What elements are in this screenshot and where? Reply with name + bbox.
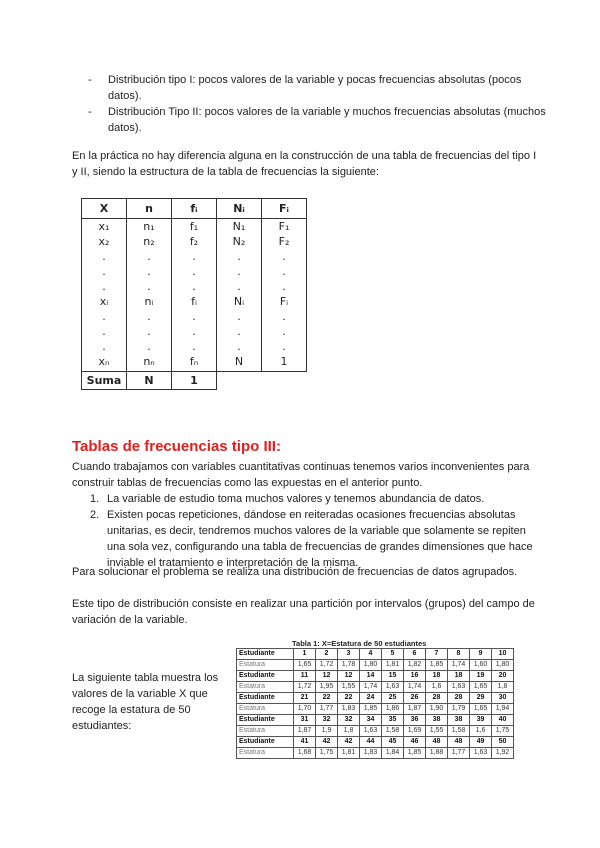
student-id-cell: 49 [470,737,492,748]
height-cell: 1,65 [294,660,316,671]
student-id-cell: 44 [360,737,382,748]
row-label: Estatura [237,748,294,759]
table-row [82,279,307,294]
table-row [82,339,307,354]
height-cell: 1,63 [382,682,404,693]
student-id-cell: 10 [492,649,514,660]
height-cell: 1,58 [382,726,404,737]
height-cell: 1,84 [382,748,404,759]
student-id-row [237,649,514,660]
list-item [90,491,540,507]
table-cell: fᵢ [172,294,217,309]
table-cell: . [262,324,307,339]
student-id-cell: 8 [448,649,470,660]
height-cell: 1,55 [426,726,448,737]
student-id-row [237,693,514,704]
student-id-cell: 22 [316,693,338,704]
student-id-cell: 3 [338,649,360,660]
student-id-cell: 31 [294,715,316,726]
paragraph: En la práctica no hay diferencia alguna en la construcción de una tabla de frecuencias del tipo I y II, siendo la estructura de la tabla de frecuencias la siguiente: [72,150,537,178]
height-cell: 1,75 [316,748,338,759]
table-cell: . [172,309,217,324]
height-row [237,726,514,737]
table-cell: . [262,279,307,294]
student-id-cell: 42 [316,737,338,748]
table-cell: . [172,249,217,264]
height-row [237,704,514,715]
bullet-text: Distribución tipo I: pocos valores de la variable y pocas frecuencias absolutas (pocos datos). [108,74,522,102]
table-cell: . [262,264,307,279]
table-cell: . [217,339,262,354]
column-header: fᵢ [172,199,217,219]
table-cell: nᵢ [127,294,172,309]
height-cell: 1,78 [338,660,360,671]
table-row [82,324,307,339]
height-row [237,660,514,671]
height-cell: 1,77 [448,748,470,759]
table-cell: 1 [262,354,307,372]
table-cell: . [262,309,307,324]
height-cell: 1,85 [426,660,448,671]
student-id-cell: 21 [294,693,316,704]
table-row [82,234,307,249]
student-id-cell: 41 [294,737,316,748]
student-id-row [237,715,514,726]
student-id-cell: 18 [426,671,448,682]
list-number: 2. [90,509,100,521]
student-id-cell: 45 [382,737,404,748]
empty-cell [262,372,307,390]
table-cell: . [217,279,262,294]
sum-cell: 1 [172,372,217,390]
table-cell: . [172,264,217,279]
table-cell: . [127,279,172,294]
height-cell: 1,87 [404,704,426,715]
table-cell: Fᵢ [262,294,307,309]
table-cell: . [127,264,172,279]
column-header: X [82,199,127,219]
table-row [82,264,307,279]
table-row [82,294,307,309]
height-cell: 1,72 [294,682,316,693]
bullet-text: Distribución Tipo II: pocos valores de la variable y muchos frecuencias absolutas (muchos datos). [108,106,546,134]
table-cell: F₁ [262,219,307,235]
height-cell: 1,83 [338,704,360,715]
height-cell: 1,88 [426,748,448,759]
student-id-cell: 42 [338,737,360,748]
student-id-cell: 26 [404,693,426,704]
row-label: Estatura [237,726,294,737]
student-id-cell: 14 [360,671,382,682]
table-cell: . [82,309,127,324]
row-label: Estudiante [237,737,294,748]
student-id-cell: 15 [382,671,404,682]
student-height-table [236,648,514,759]
table-cell: . [82,264,127,279]
bullet-dash: - [88,74,92,86]
table-cell: . [172,339,217,354]
student-id-cell: 36 [404,715,426,726]
student-id-cell: 34 [360,715,382,726]
height-cell: 1,74 [360,682,382,693]
student-id-cell: 9 [470,649,492,660]
student-id-row [237,671,514,682]
student-id-cell: 5 [382,649,404,660]
student-table-title: Tabla 1: X=Estatura de 50 estudiantes [292,639,427,648]
frequency-structure-table [81,198,307,390]
height-cell: 1,55 [338,682,360,693]
height-cell: 1,72 [316,660,338,671]
height-cell: 1,8 [338,726,360,737]
student-id-cell: 12 [316,671,338,682]
student-id-cell: 25 [382,693,404,704]
student-id-cell: 2 [316,649,338,660]
height-cell: 1,85 [404,748,426,759]
row-label: Estatura [237,682,294,693]
student-id-cell: 30 [492,693,514,704]
student-id-cell: 19 [470,671,492,682]
height-cell: 1,6 [470,726,492,737]
student-id-cell: 48 [448,737,470,748]
section-heading: Tablas de frecuencias tipo III: [72,438,281,455]
row-label: Estatura [237,660,294,671]
table-cell: x₁ [82,219,127,235]
height-cell: 1,80 [360,660,382,671]
height-cell: 1,87 [294,726,316,737]
table-cell: f₁ [172,219,217,235]
height-cell: 1,70 [294,704,316,715]
table-cell: . [217,309,262,324]
student-id-cell: 12 [338,671,360,682]
height-cell: 1,79 [448,704,470,715]
height-cell: 1,81 [338,748,360,759]
table-cell: xᵢ [82,294,127,309]
list-number: 1. [90,493,100,505]
height-cell: 1,74 [404,682,426,693]
height-cell: 1,94 [492,704,514,715]
table-cell: . [127,339,172,354]
student-id-cell: 38 [448,715,470,726]
table-cell: Nᵢ [217,294,262,309]
table-cell: . [217,249,262,264]
table-cell: . [82,339,127,354]
student-id-cell: 39 [470,715,492,726]
sum-cell: N [127,372,172,390]
height-cell: 1,80 [492,660,514,671]
table-cell: F₂ [262,234,307,249]
height-cell: 1,63 [360,726,382,737]
table-cell: . [262,249,307,264]
row-label: Estatura [237,704,294,715]
table-cell: . [172,324,217,339]
table-cell: nₙ [127,354,172,372]
student-id-cell: 32 [316,715,338,726]
table-cell: xₙ [82,354,127,372]
height-cell: 1,8 [492,682,514,693]
student-id-cell: 28 [448,693,470,704]
table-row [82,309,307,324]
row-label: Estudiante [237,649,294,660]
student-id-cell: 50 [492,737,514,748]
table-cell: . [217,324,262,339]
table-cell: . [82,324,127,339]
height-cell: 1,65 [470,704,492,715]
height-cell: 1,81 [382,660,404,671]
table-cell: N₂ [217,234,262,249]
list-text: Existen pocas repeticiones, dándose en reiteradas ocasiones frecuencias absolutas unitarias, es decir, tendremos muchos valores de la variable que solamente se repiten una sola vez, configurando una tabla de frecuencias de grandes dimensiones que hace inviable el tratamiento e interpretación de la misma. [107,509,533,569]
table-cell: . [217,264,262,279]
height-cell: 1,6 [426,682,448,693]
student-id-cell: 48 [426,737,448,748]
height-cell: 1,68 [294,748,316,759]
table-cell: N₁ [217,219,262,235]
row-label: Estudiante [237,671,294,682]
table-cell: . [127,309,172,324]
student-id-cell: 18 [448,671,470,682]
height-cell: 1,69 [404,726,426,737]
table-cell: fₙ [172,354,217,372]
height-cell: 1,83 [360,748,382,759]
height-cell: 1,77 [316,704,338,715]
paragraph: Este tipo de distribución consiste en realizar una partición por intervalos (grupos) del campo de variación de la variable. [72,598,535,626]
sum-cell: Suma [82,372,127,390]
student-id-cell: 40 [492,715,514,726]
table-header-row [82,199,307,219]
bullet-item [88,104,548,136]
height-cell: 1,82 [404,660,426,671]
student-id-cell: 22 [338,693,360,704]
table-cell: n₂ [127,234,172,249]
height-row [237,748,514,759]
table-cell: N [217,354,262,372]
column-header: Fᵢ [262,199,307,219]
table-cell: f₂ [172,234,217,249]
table-cell: n₁ [127,219,172,235]
paragraph: Para solucionar el problema se realiza una distribución de frecuencias de datos agrupados. [72,566,518,578]
height-cell: 1,60 [470,660,492,671]
paragraph: La siguiente tabla muestra los valores de la variable X que recoge la estatura de 50 estudiantes: [72,672,219,732]
row-label: Estudiante [237,715,294,726]
empty-cell [217,372,262,390]
table-cell: . [127,249,172,264]
table-cell: . [172,279,217,294]
bullet-item [88,72,548,104]
table-row [82,249,307,264]
student-id-cell: 24 [360,693,382,704]
student-id-cell: 35 [382,715,404,726]
student-id-cell: 7 [426,649,448,660]
table-cell: . [127,324,172,339]
height-cell: 1,63 [448,682,470,693]
student-id-cell: 11 [294,671,316,682]
paragraph: Cuando trabajamos con variables cuantitativas continuas tenemos varios inconvenientes para construir tablas de frecuencias como las expuestas en el anterior punto. [72,461,530,489]
height-cell: 1,63 [470,748,492,759]
height-cell: 1,75 [492,726,514,737]
bullet-dash: - [88,106,92,118]
student-id-cell: 20 [492,671,514,682]
height-cell: 1,74 [448,660,470,671]
height-cell: 1,85 [360,704,382,715]
student-id-cell: 32 [338,715,360,726]
height-cell: 1,92 [492,748,514,759]
height-cell: 1,95 [316,682,338,693]
column-header: n [127,199,172,219]
student-id-cell: 38 [426,715,448,726]
student-id-cell: 46 [404,737,426,748]
student-id-cell: 29 [470,693,492,704]
table-row [82,219,307,235]
student-id-cell: 16 [404,671,426,682]
height-cell: 1,86 [382,704,404,715]
sum-row [82,372,307,390]
table-cell: . [82,279,127,294]
height-cell: 1,65 [470,682,492,693]
student-id-cell: 1 [294,649,316,660]
column-header: Nᵢ [217,199,262,219]
height-cell: 1,9 [316,726,338,737]
student-id-cell: 28 [426,693,448,704]
table-row [82,354,307,372]
table-cell: . [82,249,127,264]
list-item [90,507,540,571]
table-cell: x₂ [82,234,127,249]
row-label: Estudiante [237,693,294,704]
student-id-cell: 4 [360,649,382,660]
height-row [237,682,514,693]
list-text: La variable de estudio toma muchos valores y tenemos abundancia de datos. [107,493,485,505]
height-cell: 1,58 [448,726,470,737]
table-cell: . [262,339,307,354]
student-id-row [237,737,514,748]
student-id-cell: 6 [404,649,426,660]
height-cell: 1,90 [426,704,448,715]
